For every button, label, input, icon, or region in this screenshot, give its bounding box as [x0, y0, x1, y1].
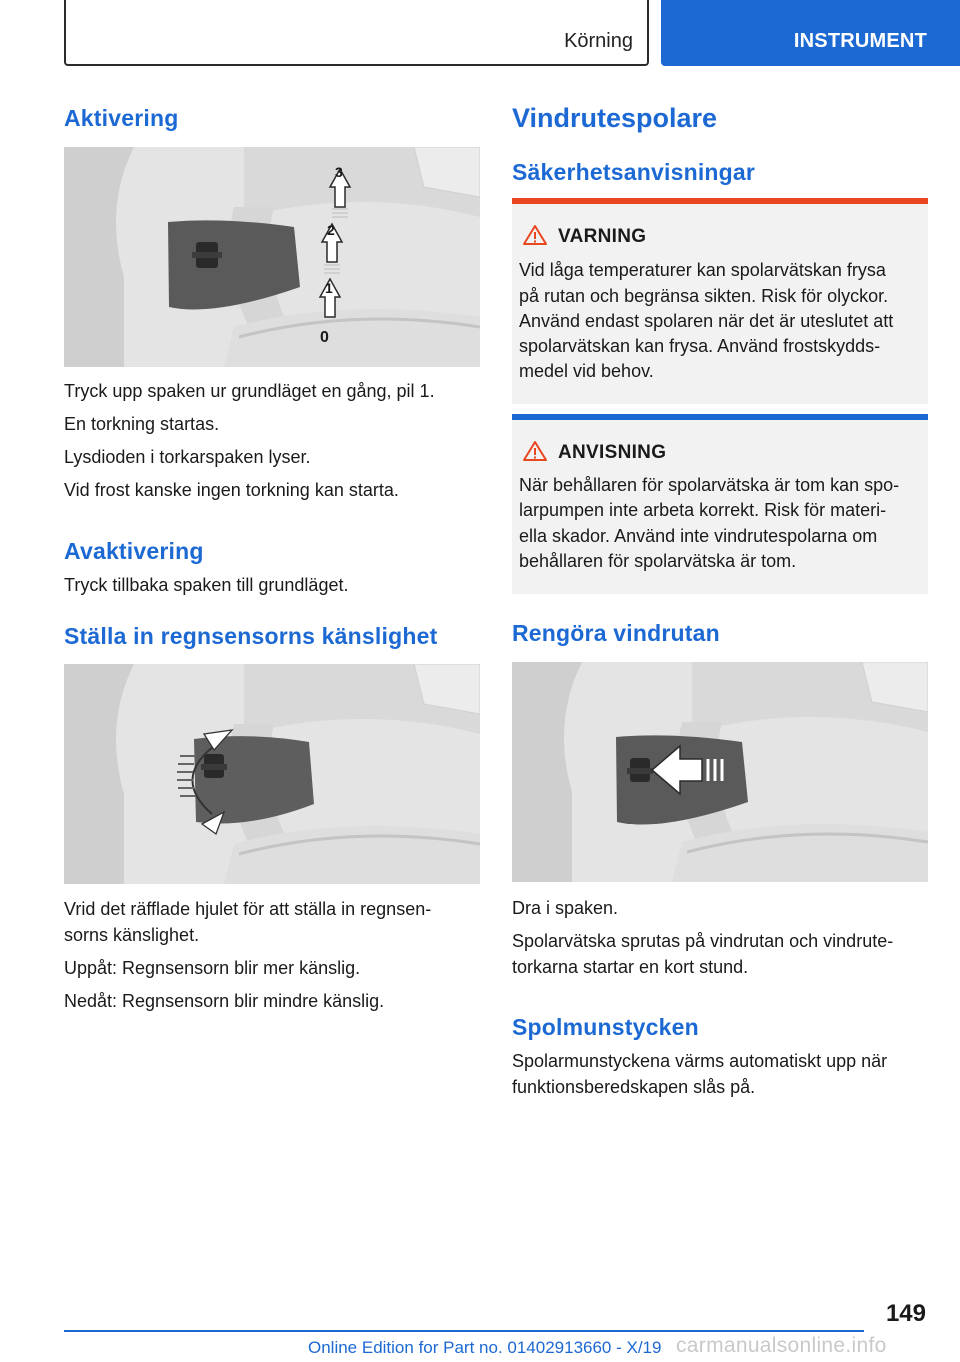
- activation-figure: [64, 147, 480, 367]
- warning-triangle-icon: [522, 440, 548, 467]
- cleaning-text-3: torkarna startar en kort stund.: [512, 957, 749, 977]
- sensitivity-text-4: Nedåt: Regnsensorn blir mindre känslig.: [64, 991, 385, 1011]
- page-number: 149: [885, 1300, 926, 1327]
- sensitivity-heading: Ställa in regnsensorns känslighet: [64, 623, 438, 649]
- cleaning-heading: Rengöra vindrutan: [512, 620, 720, 646]
- sensitivity-text-1: Vrid det räfflade hjulet för att ställa in regnsen-: [64, 899, 432, 919]
- activation-text-1: Tryck upp spaken ur grundläget en gång, pil 1.: [64, 381, 435, 401]
- warning-text-2: på rutan och begränsa sikten. Risk för olyckor.: [519, 286, 889, 306]
- notice-text-4: behållaren för spolarvätska är tom.: [519, 551, 797, 571]
- nozzles-heading: Spolmunstycken: [512, 1014, 699, 1040]
- figure-label-0: 0: [320, 329, 329, 346]
- warning-text-3: Använd endast spolaren när det är uteslutet att: [519, 311, 894, 331]
- warning-triangle-icon: [522, 224, 548, 251]
- header-chapter-tab: [64, 0, 649, 66]
- sensitivity-text-3: Uppåt: Regnsensorn blir mer känslig.: [64, 958, 361, 978]
- cleaning-text-2: Spolarvätska sprutas på vindrutan och vindrute-: [512, 931, 894, 951]
- warning-text-5: medel vid behov.: [519, 361, 654, 381]
- washer-heading: Vindrutespolare: [512, 103, 718, 133]
- figure-label-1: 1: [325, 280, 333, 296]
- nozzles-text-1: Spolarmunstyckena värms automatiskt upp när: [512, 1051, 888, 1071]
- notice-title: ANVISNING: [558, 442, 667, 463]
- notice-box: [512, 414, 928, 594]
- deactivation-heading: Avaktivering: [64, 538, 204, 564]
- warning-text-1: Vid låga temperaturer kan spolarvätskan frysa: [519, 260, 886, 280]
- header-section-tab: [661, 0, 960, 66]
- notice-text-1: När behållaren för spolarvätska är tom kan spo-: [519, 475, 900, 495]
- sensitivity-figure: [64, 664, 480, 884]
- header-chapter-label: Körning: [564, 30, 633, 52]
- notice-text-3: ella skador. Använd inte vindrutespolarna om: [519, 526, 878, 546]
- activation-text-4: Vid frost kanske ingen torkning kan starta.: [64, 480, 399, 500]
- deactivation-text: Tryck tillbaka spaken till grundläget.: [64, 575, 349, 595]
- warning-box: [512, 198, 928, 404]
- warning-bar: [512, 198, 928, 204]
- activation-text-3: Lysdioden i torkarspaken lyser.: [64, 447, 311, 467]
- safety-heading: Säkerhetsanvisningar: [512, 159, 756, 185]
- cleaning-text-1: Dra i spaken.: [512, 898, 619, 918]
- activation-heading: Aktivering: [64, 105, 179, 131]
- notice-bar: [512, 414, 928, 420]
- figure-label-3: 3: [335, 164, 343, 180]
- warning-title: VARNING: [558, 226, 647, 247]
- activation-text-2: En torkning startas.: [64, 414, 220, 434]
- figure-label-2: 2: [327, 222, 335, 238]
- footer-divider: [64, 1330, 864, 1332]
- cleaning-figure: [512, 662, 928, 882]
- warning-text-4: spolarvätskan kan frysa. Använd frostskydds-: [519, 336, 881, 356]
- header-section-label: INSTRUMENT: [793, 30, 927, 52]
- sensitivity-text-2: sorns känslighet.: [64, 925, 200, 945]
- watermark: carmanualsonline.info: [676, 1334, 887, 1357]
- footer-edition: Online Edition for Part no. 01402913660 - X/19: [308, 1338, 662, 1357]
- notice-text-2: larpumpen inte arbeta korrekt. Risk för materi-: [519, 500, 887, 520]
- nozzles-text-2: funktionsberedskapen slås på.: [512, 1077, 756, 1097]
